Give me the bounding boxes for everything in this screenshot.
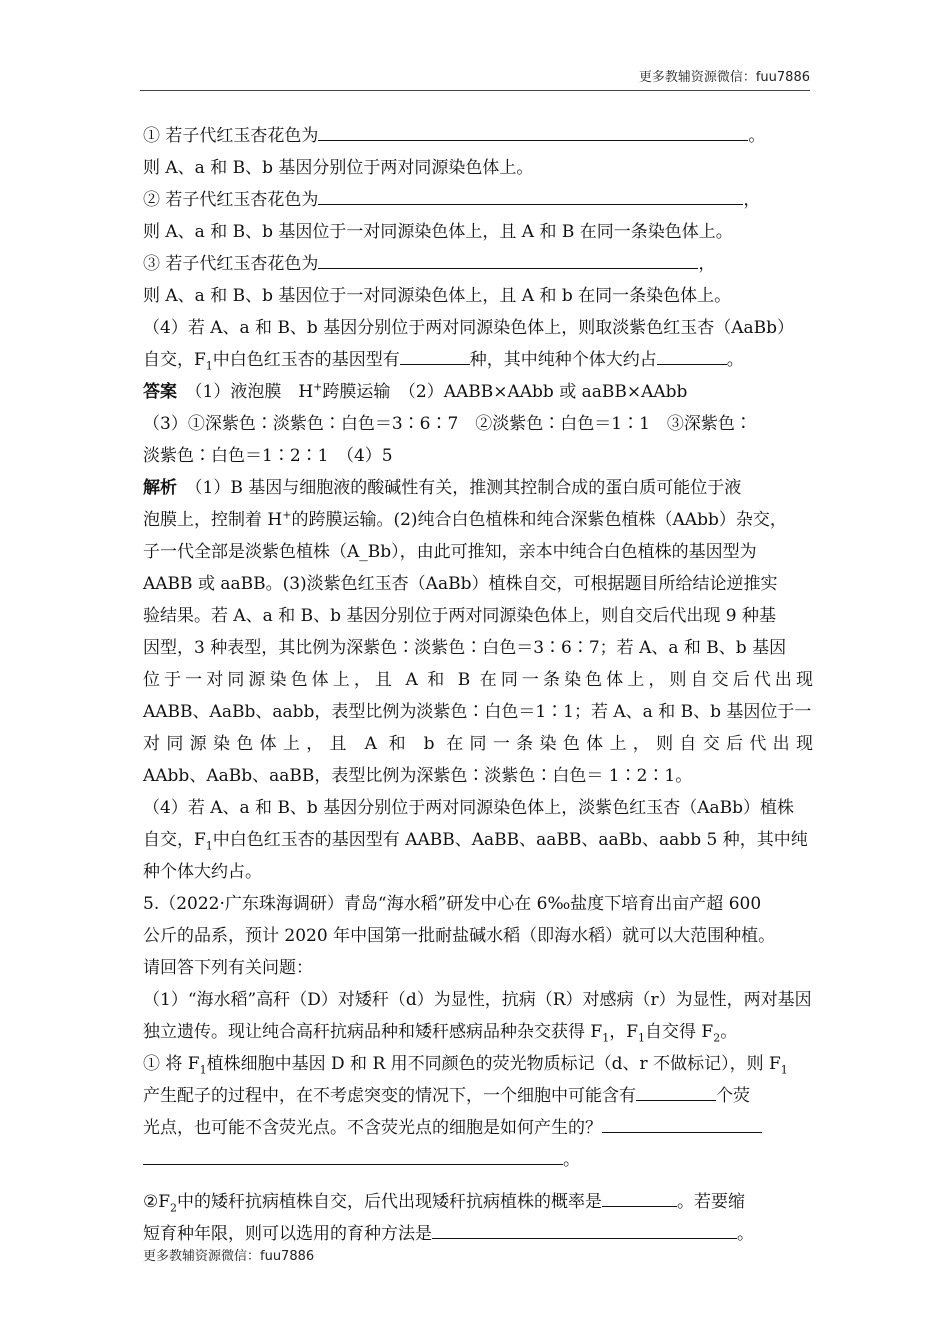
page-header: 更多教辅资源微信：fuu7886 bbox=[638, 70, 810, 85]
punct: 。 bbox=[737, 1224, 754, 1244]
q3-case3-text: ③ 若子代红玉杏花色为 bbox=[143, 254, 319, 274]
subscript: 2 bbox=[713, 1031, 721, 1045]
analysis-line9: 对同源染色体上，且 A 和 b 在同一条染色体上，则自交后代出现 bbox=[143, 734, 813, 754]
q4-line2 bbox=[143, 344, 813, 376]
subscript: 2 bbox=[170, 1201, 178, 1215]
text: 自交，F bbox=[143, 830, 206, 850]
answer-blank bbox=[318, 120, 748, 141]
answer-blank bbox=[318, 184, 743, 205]
analysis-line11: （4）若 A、a 和 B、b 基因分别位于两对同源染色体上，淡紫色红玉杏（AaBb）植株 bbox=[143, 798, 795, 818]
analysis-line3: 子一代全部是淡紫色植株（A_Bb），由此可推知，亲本中纯合白色植株的基因型为 bbox=[143, 542, 757, 562]
text: 植株细胞中基因 D 和 R 用不同颜色的荧光物质标记（d、r 不做标记），则 F bbox=[206, 1054, 781, 1074]
analysis-line4: AABB 或 aaBB。(3)淡紫色红玉杏（AaBb）植株自交，可根据题目所给结论逆推实 bbox=[143, 574, 778, 594]
answer-blank bbox=[602, 1186, 677, 1207]
punct: 。 bbox=[748, 126, 766, 146]
text: 跨膜运输 （2）AABB×AAbb 或 aaBB×AAbb bbox=[322, 382, 688, 402]
text: 短育种年限，则可以选用的育种方法是 bbox=[143, 1224, 432, 1244]
q4-line1: （4）若 A、a 和 B、b 基因分别位于两对同源染色体上，则取淡紫色红玉杏（AaBb） bbox=[143, 318, 795, 338]
analysis-line12 bbox=[143, 824, 813, 856]
text: 中的矮秆抗病植株自交，后代出现矮秆抗病植株的概率是 bbox=[177, 1192, 603, 1212]
analysis-line6: 因型，3 种表型，其比例为深紫色∶淡紫色∶白色＝3∶6∶7；若 A、a 和 B、b 基因 bbox=[143, 638, 787, 658]
q5-line2: 公斤的品系，预计 2020 年中国第一批耐盐碱水稻（即海水稻）就可以大范围种植。 bbox=[143, 926, 776, 946]
q3-case3-conclusion: 则 A、a 和 B、b 基因位于一对同源染色体上，且 A 和 b 在同一条染色体上。 bbox=[143, 286, 732, 306]
q5-line9 bbox=[143, 1144, 813, 1176]
text: 产生配子的过程中，在不考虑突变的情况下，一个细胞中可能含有 bbox=[143, 1086, 636, 1106]
subscript: 1 bbox=[780, 1063, 788, 1077]
q5-line8 bbox=[143, 1112, 813, 1144]
q5-line6 bbox=[143, 1048, 813, 1080]
punct: ， bbox=[698, 254, 716, 274]
q5-line7 bbox=[143, 1080, 813, 1112]
answer-line3: 淡紫色∶白色＝1∶2∶1 （4）5 bbox=[143, 446, 393, 466]
analysis-line1 bbox=[143, 472, 813, 504]
q5-line3: 请回答下列有关问题： bbox=[143, 958, 313, 978]
q3-case2-text: ② 若子代红玉杏花色为 bbox=[143, 190, 319, 210]
page-content bbox=[143, 120, 813, 1250]
q5-line1: 5.（2022·广东珠海调研）青岛“海水稻”研发中心在 6‰盐度下培育出亩产超 600 bbox=[143, 894, 762, 914]
text: 自交得 F bbox=[645, 1022, 714, 1042]
answer-blank bbox=[400, 344, 470, 365]
q5-line5 bbox=[143, 1016, 813, 1048]
subscript: 1 bbox=[638, 1031, 645, 1045]
analysis-line2 bbox=[143, 504, 813, 536]
answer-line1 bbox=[143, 376, 813, 408]
text: 独立遗传。现让纯合高秆抗病品种和矮秆感病品种杂交获得 F bbox=[143, 1022, 603, 1042]
text: ②F bbox=[143, 1192, 171, 1212]
answer-blank bbox=[657, 344, 727, 365]
answer-blank bbox=[143, 1144, 563, 1165]
q3-case2 bbox=[143, 184, 813, 216]
subscript: 1 bbox=[199, 1063, 207, 1077]
answer-blank bbox=[636, 1080, 716, 1101]
superscript: + bbox=[313, 380, 323, 394]
analysis-line5: 验结果。若 A、a 和 B、b 基因分别位于两对同源染色体上，则自交后代出现 9 种基 bbox=[143, 606, 777, 626]
text: 。若要缩 bbox=[677, 1192, 746, 1212]
answer-blank bbox=[318, 248, 698, 269]
subscript: 1 bbox=[602, 1031, 610, 1045]
analysis-label: 解析 bbox=[143, 478, 177, 498]
punct: 。 bbox=[563, 1150, 580, 1170]
punct: ， bbox=[743, 190, 761, 210]
analysis-line7: 位于一对同源染色体上，且 A 和 B 在同一条染色体上，则自交后代出现 bbox=[143, 670, 813, 690]
text: 光点，也可能不含荧光点。不含荧光点的细胞是如何产生的？ bbox=[143, 1118, 602, 1138]
subscript: 1 bbox=[205, 359, 213, 373]
text: ，F bbox=[609, 1022, 638, 1042]
q5-line4: （1）“海水稻”高秆（D）对矮秆（d）为显性，抗病（R）对感病（r）为显性，两对基因 bbox=[143, 990, 812, 1010]
subscript: 1 bbox=[205, 839, 213, 853]
text: 中白色红玉杏的基因型有 bbox=[212, 350, 400, 370]
answer-blank bbox=[602, 1112, 762, 1133]
analysis-line13: 种个体大约占。 bbox=[143, 862, 262, 882]
analysis-line10: AAbb、AaBb、aaBB，表型比例为深紫色∶淡紫色∶白色＝ 1∶2∶1。 bbox=[143, 766, 693, 786]
page-footer: 更多教辅资源微信：fuu7886 bbox=[143, 1249, 315, 1264]
q3-case1 bbox=[143, 120, 813, 152]
text: （1）液泡膜 H bbox=[194, 382, 314, 402]
superscript: + bbox=[282, 508, 292, 522]
text: ① 将 F bbox=[143, 1054, 200, 1074]
text: 种，其中纯种个体大约占 bbox=[469, 350, 657, 370]
punct: 。 bbox=[720, 1022, 738, 1042]
text: 自交，F bbox=[143, 350, 206, 370]
text: 中白色红玉杏的基因型有 AABB、AaBB、aaBB、aaBb、aabb 5 种，其中纯 bbox=[212, 830, 808, 850]
text: 泡膜上，控制着 H bbox=[143, 510, 283, 530]
text: 个荧 bbox=[716, 1086, 750, 1106]
answer-blank bbox=[432, 1218, 737, 1239]
punct: 。 bbox=[726, 350, 744, 370]
answer-line2: （3）①深紫色∶淡紫色∶白色＝3∶6∶7 ②淡紫色∶白色＝1∶1 ③深紫色∶ bbox=[143, 414, 752, 434]
q3-case1-text: ① 若子代红玉杏花色为 bbox=[143, 126, 319, 146]
q5-line10 bbox=[143, 1186, 813, 1218]
analysis-line8: AABB、AaBb、aabb，表型比例为淡紫色∶白色＝1∶1；若 A、a 和 B、b 基因位于一 bbox=[143, 702, 812, 722]
text: （1）B 基因与细胞液的酸碱性有关，推测其控制合成的蛋白质可能位于液 bbox=[194, 478, 742, 498]
q3-case3 bbox=[143, 248, 813, 280]
answer-label: 答案 bbox=[143, 382, 177, 402]
q3-case2-conclusion: 则 A、a 和 B、b 基因位于一对同源染色体上，且 A 和 B 在同一条染色体上。 bbox=[143, 222, 733, 242]
q3-case1-conclusion: 则 A、a 和 B、b 基因分别位于两对同源染色体上。 bbox=[143, 158, 534, 178]
header-rule bbox=[140, 90, 810, 91]
text: 的跨膜运输。(2)纯合白色植株和纯合深紫色植株（AAbb）杂交， bbox=[291, 510, 787, 530]
